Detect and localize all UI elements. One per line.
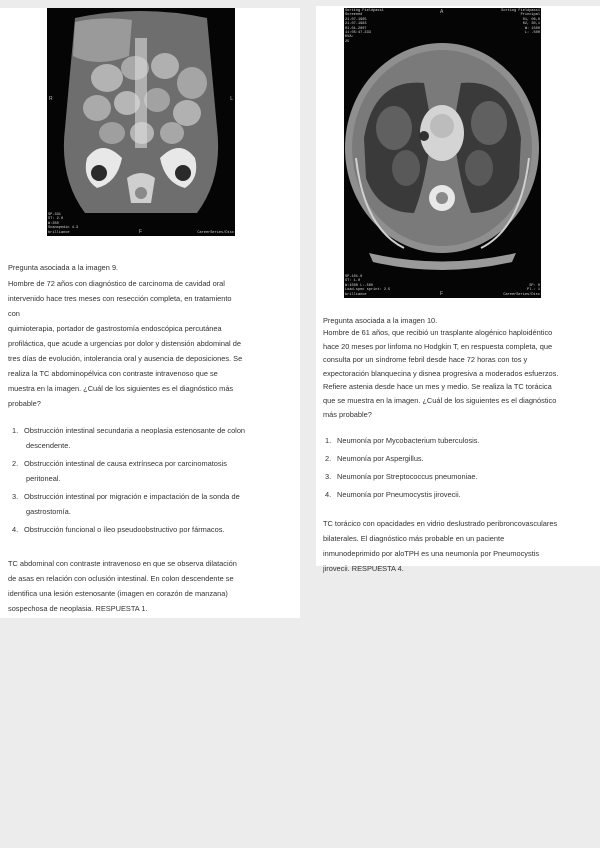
image-info-bottom-left: SP-331 ST: 2.0 W:350 Scanopedic 4.3 brilliance bbox=[48, 212, 79, 235]
option-text: Neumonía por Mycobacterium tuberculosis. bbox=[337, 436, 480, 445]
explanation-line: sospechosa de neoplasia. RESPUESTA 1. bbox=[8, 604, 148, 613]
explanation-line: TC abdominal con contraste intravenoso en que se observa dilatación bbox=[8, 559, 237, 568]
orientation-right-label: R bbox=[49, 96, 53, 102]
question-9-explanation bbox=[8, 556, 298, 616]
abdominal-ct-image bbox=[47, 8, 235, 236]
option-number: 3. bbox=[12, 492, 19, 501]
question-line: Hombre de 61 años, que recibió un trasplante alogénico haploidéntico bbox=[323, 328, 553, 337]
option-2[interactable] bbox=[325, 451, 595, 466]
option-text: Obstrucción intestinal secundaria a neoplasia estenosante de colon bbox=[24, 426, 246, 435]
option-1[interactable] bbox=[12, 423, 292, 453]
option-text: Obstrucción funcional o íleo pseudoobstructivo por fármacos. bbox=[24, 525, 225, 534]
right-page bbox=[316, 6, 600, 573]
option-number: 4. bbox=[12, 525, 19, 534]
option-number: 1. bbox=[12, 426, 19, 435]
question-line: que se muestra en la imagen. ¿Cuál de los siguientes es el diagnóstico bbox=[323, 395, 557, 405]
option-4[interactable] bbox=[325, 487, 595, 502]
question-line: Hombre de 72 años con diagnóstico de carcinoma de cavidad oral bbox=[8, 279, 225, 288]
option-number: 1. bbox=[325, 436, 332, 445]
question-10-options bbox=[325, 433, 595, 502]
option-number: 3. bbox=[325, 472, 332, 481]
question-line: más probable? bbox=[323, 409, 372, 419]
orientation-bottom-label: F bbox=[440, 291, 444, 297]
question-9-options bbox=[12, 423, 292, 537]
orientation-bottom-label: F bbox=[139, 229, 143, 235]
image-info-bottom-right: CareerSeries/Disc bbox=[197, 230, 234, 235]
orientation-left-label: L bbox=[230, 96, 233, 102]
option-number: 2. bbox=[12, 459, 19, 468]
image-info-bottom-right: SP: 0 Pl.: 1 CareerSeries/Disc bbox=[503, 283, 540, 297]
question-10-title: Pregunta asociada a la imagen 10. bbox=[323, 316, 438, 325]
image-info-top-left: Sorting Fieldpass1 Screened 21-07-1965 21-07-1983 01-01-2007 11:05:47.333 KVA: 25 bbox=[345, 9, 384, 44]
question-line: quimioterapia, portador de gastrostomía endoscópica percutánea bbox=[8, 324, 222, 333]
question-line: muestra en la imagen. ¿Cuál de los siguientes es el diagnóstico más bbox=[8, 384, 234, 393]
explanation-line: identifica una lesión estenosante (imagen en corazón de manzana) bbox=[8, 589, 228, 598]
question-line: expectoración blanquecina y disnea progresiva a moderados esfuerzos. bbox=[323, 368, 559, 378]
explanation-line: jirovecii. RESPUESTA 4. bbox=[323, 564, 404, 573]
question-9-body bbox=[8, 276, 298, 411]
option-1[interactable] bbox=[325, 433, 595, 448]
question-line: consulta por un síndrome febril desde hace 72 horas con tos y bbox=[323, 355, 528, 365]
explanation-line: de asas en relación con oclusión intestinal. En colon descendente se bbox=[8, 574, 234, 583]
option-text: Obstrucción intestinal de causa extrínseca por carcinomatosis bbox=[24, 459, 227, 468]
question-line: intervenido hace tres meses con resección completa, en tratamiento bbox=[8, 294, 232, 303]
option-number: 4. bbox=[325, 490, 332, 499]
question-9-title: Pregunta asociada a la imagen 9. bbox=[8, 263, 119, 272]
option-text: Obstrucción intestinal por migración e impactación de la sonda de bbox=[24, 492, 240, 501]
option-number: 2. bbox=[325, 454, 332, 463]
explanation-line: TC torácico con opacidades en vidrio deslustrado peribroncovasculares bbox=[323, 519, 558, 528]
option-text: gastrostomía. bbox=[26, 507, 71, 516]
question-10-body bbox=[323, 326, 598, 421]
abdominal-ct-scan-graphic bbox=[47, 8, 235, 236]
option-text: Neumonía por Streptococcus pneumoniae. bbox=[337, 472, 478, 481]
question-line: realiza la TC abdominopélvica con contraste intravenoso que se bbox=[8, 369, 218, 378]
question-10-explanation bbox=[323, 516, 598, 576]
option-text: peritoneal. bbox=[26, 474, 61, 483]
explanation-line: inmunodeprimido por aloTPH es una neumonía por Pneumocystis bbox=[323, 549, 540, 558]
question-line: con bbox=[8, 309, 20, 318]
option-2[interactable] bbox=[12, 456, 292, 486]
chest-ct-scan-graphic bbox=[344, 8, 541, 298]
option-text: descendente. bbox=[26, 441, 71, 450]
question-line: Refiere astenia desde hace un mes y medio. Se realiza la TC torácica bbox=[323, 382, 552, 392]
left-page bbox=[0, 8, 300, 618]
question-line: hace 20 meses por linfoma no Hodgkin T, en respuesta completa, que bbox=[323, 341, 553, 351]
question-line: profiláctica, que acude a urgencias por dolor y distensión abdominal de bbox=[8, 339, 241, 348]
option-4[interactable] bbox=[12, 522, 292, 537]
option-text: Neumonía por Pneumocystis jirovecii. bbox=[337, 490, 461, 499]
orientation-top-label: A bbox=[440, 9, 444, 15]
question-line: tres días de evolución, intolerancia oral y ausencia de deposiciones. Se bbox=[8, 354, 243, 363]
image-info-bottom-left: SP-101.0 ST: 1.0 W:1500 L:-500 Load-spec sprint: 2.5 brilliance bbox=[345, 274, 391, 297]
explanation-line: bilaterales. El diagnóstico más probable en un paciente bbox=[323, 534, 505, 543]
option-3[interactable] bbox=[12, 489, 292, 519]
image-info-top-right: Sorting Fieldpass1 Principal 01, 06,0 02, 30,1 W: 1500 L: -500 bbox=[501, 9, 540, 36]
chest-ct-image bbox=[344, 8, 541, 298]
option-text: Neumonía por Aspergillus. bbox=[337, 454, 424, 463]
option-3[interactable] bbox=[325, 469, 595, 484]
question-line: probable? bbox=[8, 399, 41, 408]
